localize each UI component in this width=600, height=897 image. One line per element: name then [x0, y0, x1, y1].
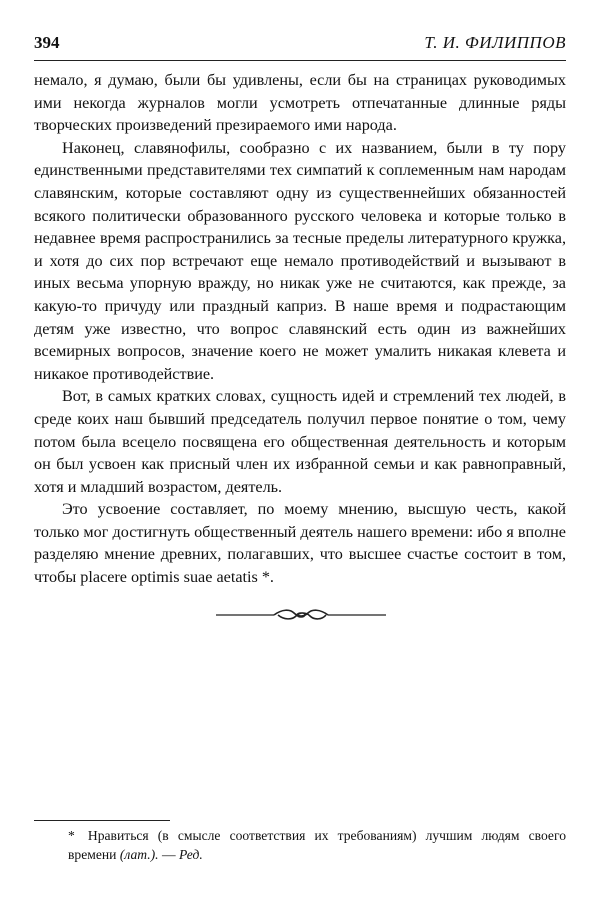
- footnote-language-note: (лат.).: [119, 847, 159, 862]
- paragraph: Это усвоение составляет, по моему мнению, высшую честь, какой только мог достигнуть общественный деятель нашего времени: ибо я вполне разделяю мнение древних, полагавших, что высшее счастье состоит в том, чтобы placere optimis suae aetatis *.: [34, 500, 566, 587]
- footnote-editor-note: Ред.: [178, 847, 203, 862]
- header-rule: [34, 60, 566, 61]
- footnote-rule: [34, 820, 170, 821]
- footnote-text: Нравиться (в смысле соответствия их требованиям) лучшим людям своего времени: [68, 828, 566, 862]
- running-title: Т. И. ФИЛИППОВ: [424, 33, 566, 52]
- main-text: [34, 69, 566, 589]
- paragraph: Наконец, славянофилы, сообразно с их названием, были в ту пору единственными представителями тех симпатий к соплеменным нам народам славянским, которые составляют одну из существеннейших обязанностей всякого политически образованного русского человека и которые только в недавнее время распространились за тесные пределы литературного кружка, и хотя до сих пор встречают еще немало противодействий и вызывают в иных весьма упорную вражду, но никак уже не считаются, как прежде, за какую-то причуду или праздный каприз. В наше время и подрастающим детям уже известно, что вопрос славянский есть один из важнейших всемирных вопросов, значение коего не может умалить никакая клевета и никакое противодействие.: [34, 138, 566, 383]
- section-end-ornament: [216, 605, 386, 625]
- page-number: 394: [34, 33, 60, 52]
- footnote-body: [34, 826, 566, 864]
- paragraph-continued: немало, я думаю, были бы удивлены, если бы на страницах руководимых ими некогда журналов могли усмотреть отпечатанные длинные ряды творческих произведений презираемого ими народа.: [34, 71, 566, 135]
- paragraph: Вот, в самых кратких словах, сущность идей и стремлений тех людей, в среде коих наш бывший председатель получил первое понятие о том, чему потом была всецело посвящена его общественная деятельность и которым он был усвоен как присный член их избранной семьи и как равноправный, хотя и младший возрастом, деятель.: [34, 387, 566, 496]
- footnote-marker: *: [68, 828, 75, 843]
- page-header: [34, 33, 566, 57]
- footnote-dash: —: [161, 847, 176, 862]
- footnote: [34, 826, 566, 864]
